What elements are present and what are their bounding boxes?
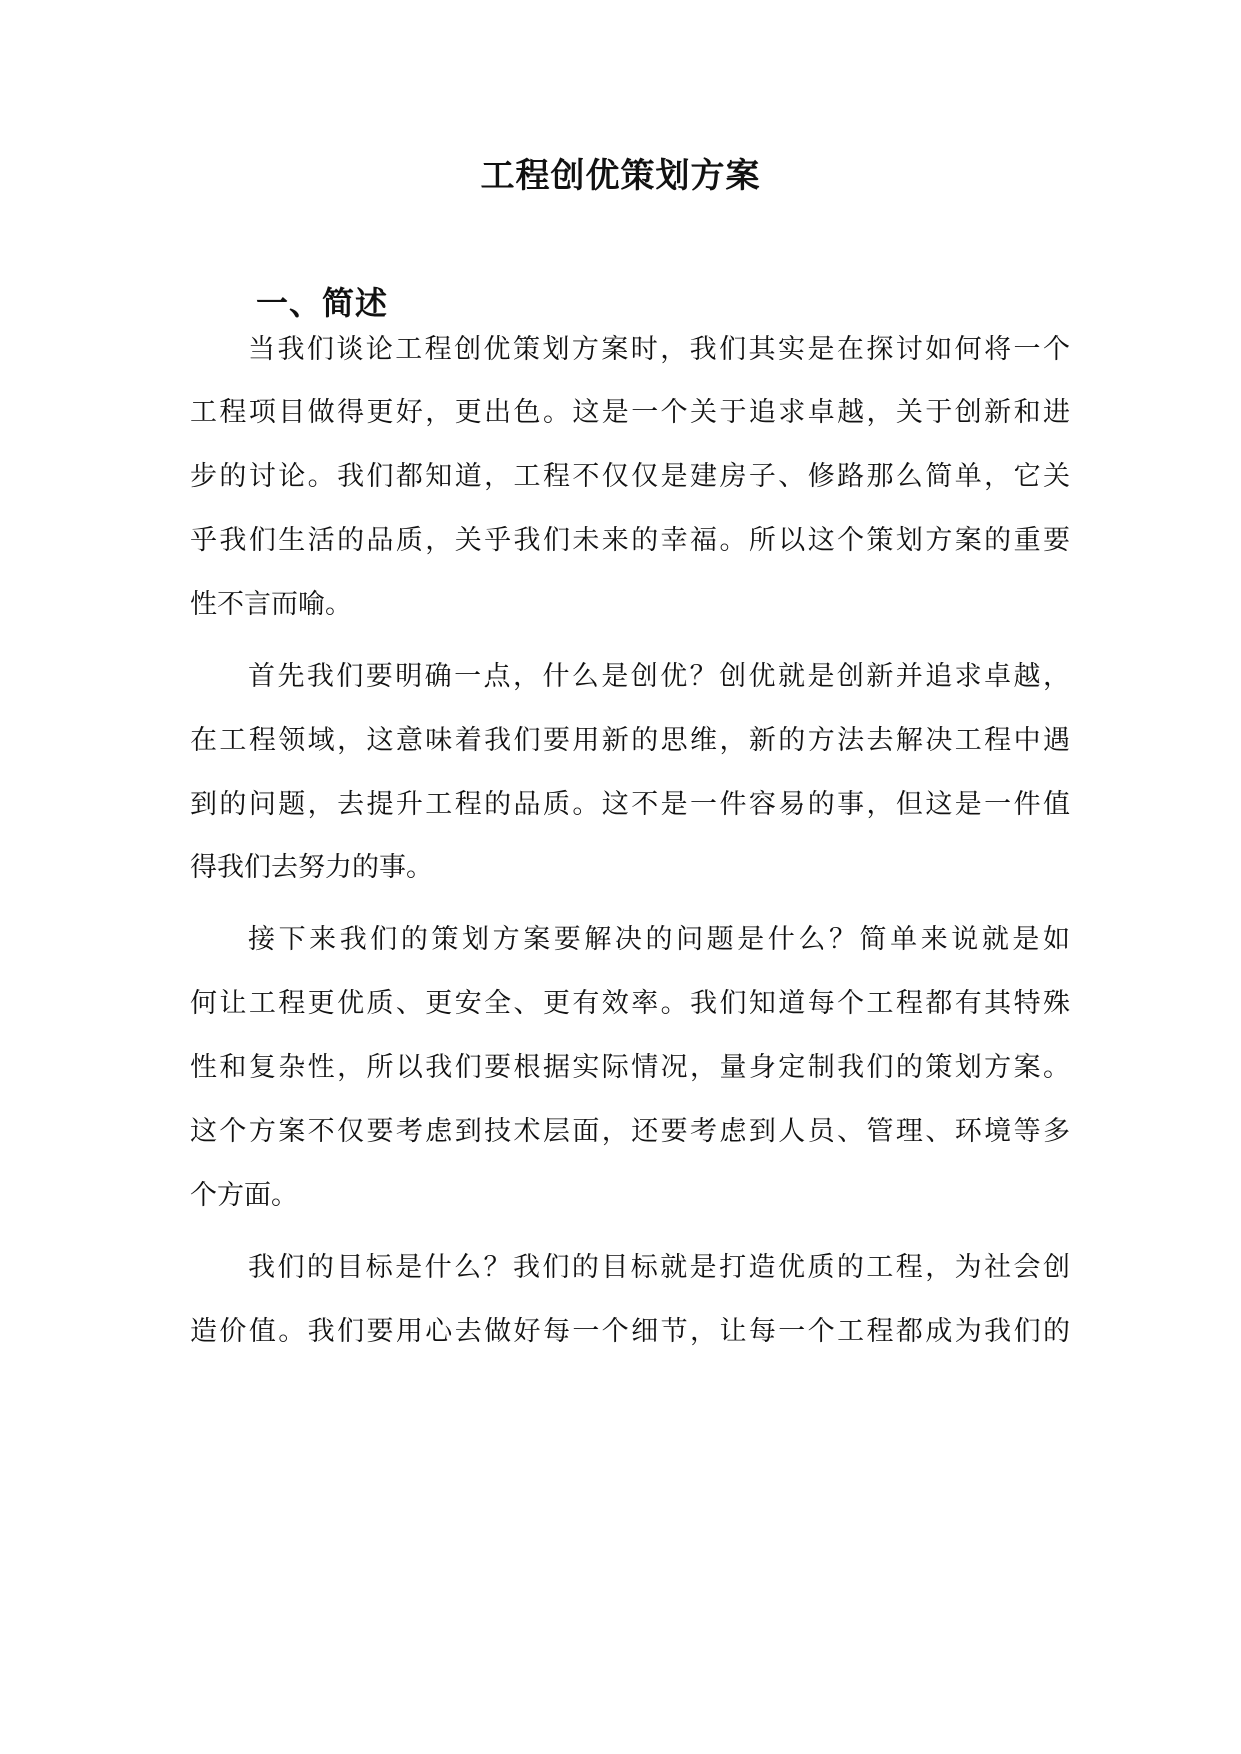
paragraph-line: 造价值。我们要用心去做好每一个细节，让每一个工程都成为我们的 xyxy=(190,1316,1070,1347)
paragraph-line: 当我们谈论工程创优策划方案时，我们其实是在探讨如何将一个 xyxy=(248,334,1070,365)
paragraph-line: 这个方案不仅要考虑到技术层面，还要考虑到人员、管理、环境等多 xyxy=(190,1116,1070,1147)
paragraph-line: 乎我们生活的品质，关乎我们未来的幸福。所以这个策划方案的重要 xyxy=(190,525,1070,556)
document-title: 工程创优策划方案 xyxy=(480,156,761,196)
paragraph-line: 接下来我们的策划方案要解决的问题是什么？简单来说就是如 xyxy=(248,924,1070,955)
paragraph-line: 何让工程更优质、更安全、更有效率。我们知道每个工程都有其特殊 xyxy=(190,988,1070,1019)
paragraph-line: 性不言而喻。 xyxy=(190,589,352,620)
paragraph-line: 在工程领域，这意味着我们要用新的思维，新的方法去解决工程中遇 xyxy=(190,725,1070,756)
paragraph-line: 工程项目做得更好，更出色。这是一个关于追求卓越，关于创新和进 xyxy=(190,397,1070,428)
paragraph-line: 到的问题，去提升工程的品质。这不是一件容易的事，但这是一件值 xyxy=(190,789,1070,820)
paragraph-line: 我们的目标是什么？我们的目标就是打造优质的工程，为社会创 xyxy=(248,1252,1070,1283)
paragraph-line: 得我们去努力的事。 xyxy=(190,852,433,883)
paragraph-line: 步的讨论。我们都知道，工程不仅仅是建房子、修路那么简单，它关 xyxy=(190,461,1070,492)
paragraph-line: 性和复杂性，所以我们要根据实际情况，量身定制我们的策划方案。 xyxy=(190,1052,1070,1083)
section-heading: 一、简述 xyxy=(256,284,389,322)
paragraph-line: 首先我们要明确一点，什么是创优？创优就是创新并追求卓越， xyxy=(248,661,1070,692)
paragraph-line: 个方面。 xyxy=(190,1180,298,1211)
